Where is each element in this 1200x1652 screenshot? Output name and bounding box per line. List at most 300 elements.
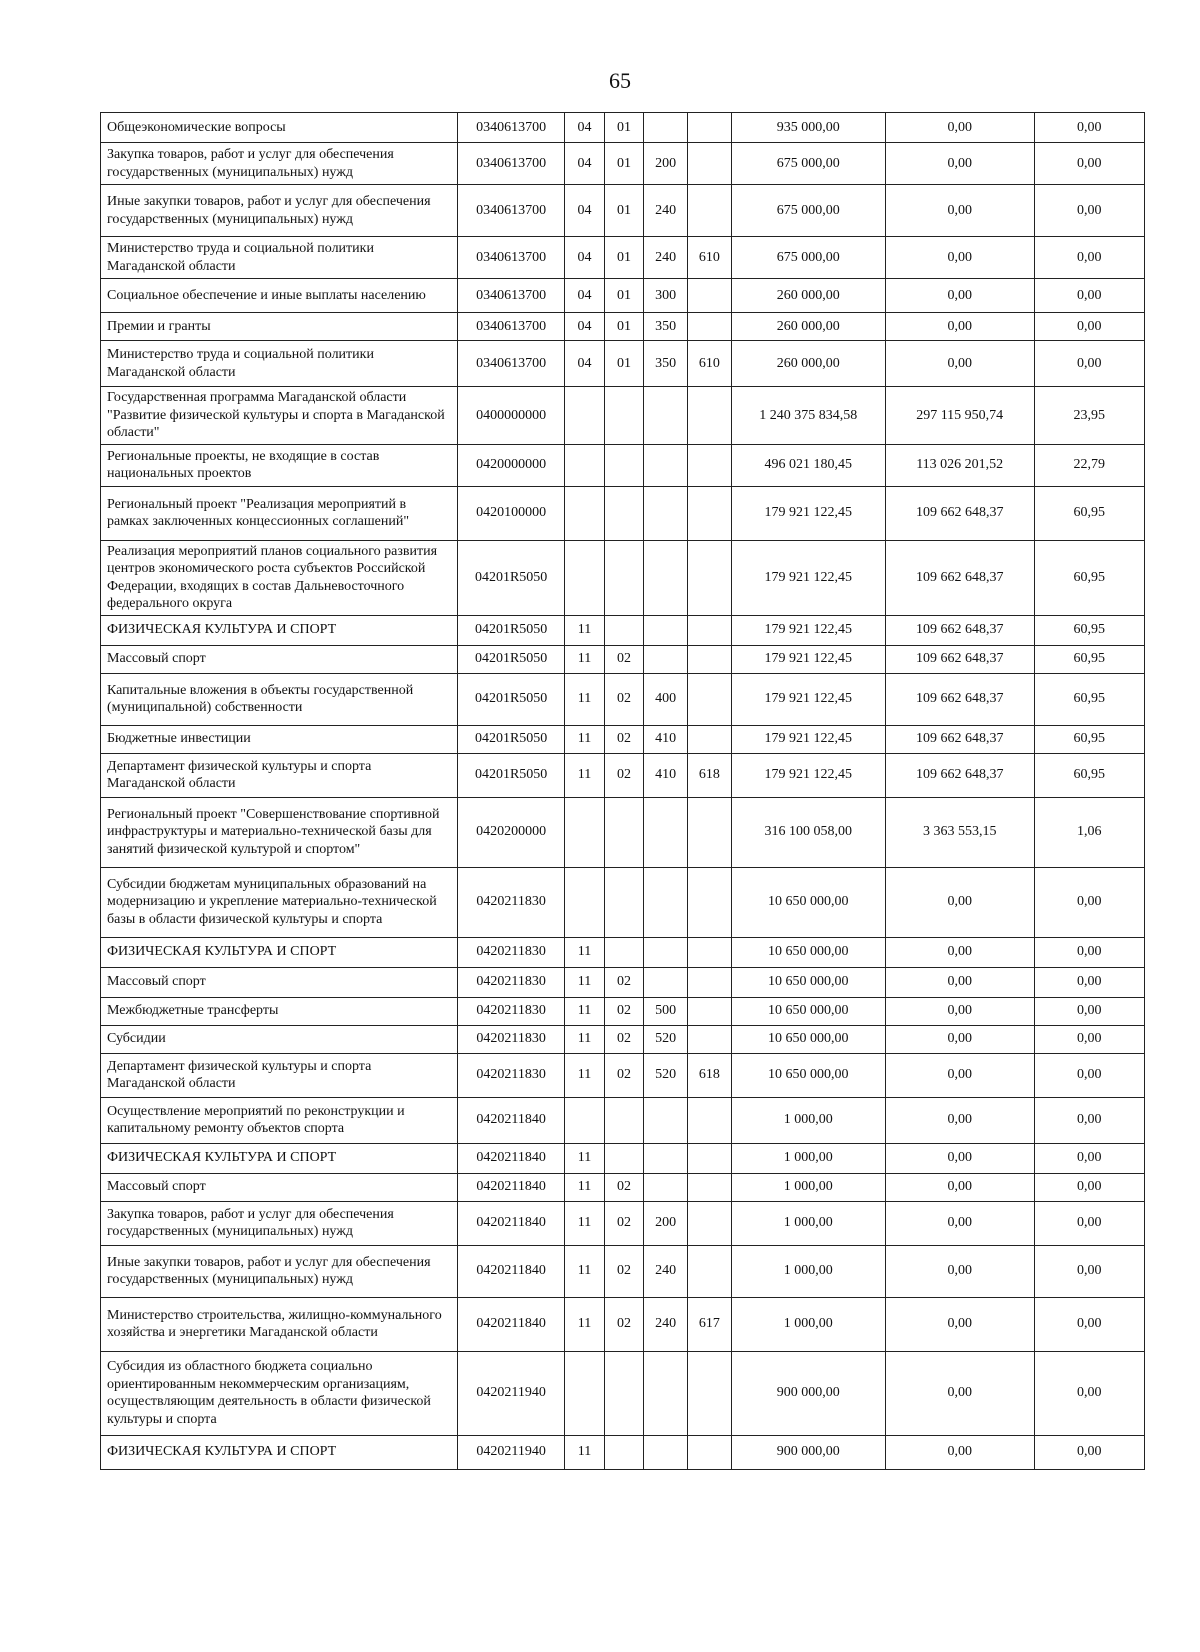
cell-subsection: 02: [604, 1025, 644, 1053]
table-row: [101, 341, 1145, 387]
cell-subsection: [604, 1097, 644, 1143]
cell-name: ФИЗИЧЕСКАЯ КУЛЬТУРА И СПОРТ: [101, 1435, 458, 1469]
cell-subsection: 02: [604, 1053, 644, 1097]
table-row: [101, 997, 1145, 1025]
cell-section: [565, 387, 605, 445]
cell-planned: 260 000,00: [731, 279, 885, 313]
cell-section: 11: [565, 673, 605, 725]
table-row: [101, 1025, 1145, 1053]
cell-administrator: 618: [688, 1053, 732, 1097]
cell-target-article: 0420200000: [458, 797, 565, 867]
cell-administrator: 610: [688, 341, 732, 387]
cell-name: Массовый спорт: [101, 967, 458, 997]
cell-planned: 10 650 000,00: [731, 867, 885, 937]
cell-administrator: 618: [688, 753, 732, 797]
cell-name: Общеэкономические вопросы: [101, 113, 458, 143]
cell-executed: 0,00: [885, 113, 1034, 143]
cell-percent: 0,00: [1034, 1143, 1144, 1173]
cell-expense-type: 200: [644, 1201, 688, 1245]
cell-target-article: 0340613700: [458, 313, 565, 341]
table-row: [101, 1297, 1145, 1351]
cell-expense-type: [644, 387, 688, 445]
cell-expense-type: 300: [644, 279, 688, 313]
cell-percent: 0,00: [1034, 185, 1144, 237]
cell-section: 04: [565, 143, 605, 185]
cell-executed: 3 363 553,15: [885, 797, 1034, 867]
cell-target-article: 0420211830: [458, 997, 565, 1025]
cell-executed: 0,00: [885, 1053, 1034, 1097]
cell-name: Иные закупки товаров, работ и услуг для обеспечения государственных (муниципальных) нужд: [101, 185, 458, 237]
cell-executed: 0,00: [885, 313, 1034, 341]
cell-administrator: [688, 185, 732, 237]
cell-executed: 0,00: [885, 1435, 1034, 1469]
cell-subsection: 02: [604, 1297, 644, 1351]
cell-administrator: [688, 867, 732, 937]
cell-subsection: [604, 867, 644, 937]
cell-subsection: 01: [604, 279, 644, 313]
cell-name: Министерство труда и социальной политики Магаданской области: [101, 341, 458, 387]
cell-percent: 0,00: [1034, 237, 1144, 279]
cell-target-article: 04201R5050: [458, 673, 565, 725]
cell-expense-type: 240: [644, 185, 688, 237]
cell-percent: 0,00: [1034, 279, 1144, 313]
cell-planned: 900 000,00: [731, 1351, 885, 1435]
cell-expense-type: [644, 867, 688, 937]
cell-percent: 0,00: [1034, 1173, 1144, 1201]
cell-section: [565, 444, 605, 486]
table-row: [101, 1143, 1145, 1173]
cell-planned: 260 000,00: [731, 341, 885, 387]
cell-percent: 0,00: [1034, 1097, 1144, 1143]
cell-planned: 179 921 122,45: [731, 725, 885, 753]
cell-administrator: [688, 1351, 732, 1435]
cell-administrator: [688, 313, 732, 341]
cell-executed: 0,00: [885, 1143, 1034, 1173]
cell-section: [565, 1097, 605, 1143]
cell-subsection: 01: [604, 341, 644, 387]
cell-administrator: [688, 645, 732, 673]
cell-section: 11: [565, 1297, 605, 1351]
cell-administrator: [688, 937, 732, 967]
cell-name: Бюджетные инвестиции: [101, 725, 458, 753]
cell-planned: 1 240 375 834,58: [731, 387, 885, 445]
cell-percent: 22,79: [1034, 444, 1144, 486]
cell-name: Министерство строительства, жилищно-коммунального хозяйства и энергетики Магаданской области: [101, 1297, 458, 1351]
cell-expense-type: [644, 797, 688, 867]
cell-target-article: 0420211840: [458, 1097, 565, 1143]
cell-name: Реализация мероприятий планов социального развития центров экономического роста субъектов Российской Федерации, входящих в состав Дальневосточного федерального округа: [101, 540, 458, 615]
cell-section: 11: [565, 937, 605, 967]
cell-section: 11: [565, 1435, 605, 1469]
cell-name: Субсидии: [101, 1025, 458, 1053]
cell-administrator: [688, 279, 732, 313]
cell-administrator: [688, 1025, 732, 1053]
table-row: [101, 279, 1145, 313]
cell-executed: 113 026 201,52: [885, 444, 1034, 486]
cell-percent: 0,00: [1034, 313, 1144, 341]
cell-name: Осуществление мероприятий по реконструкции и капитальному ремонту объектов спорта: [101, 1097, 458, 1143]
cell-name: Субсидии бюджетам муниципальных образований на модернизацию и укрепление материально-технической базы в области физической культуры и спорта: [101, 867, 458, 937]
cell-subsection: 02: [604, 645, 644, 673]
table-row: [101, 113, 1145, 143]
cell-expense-type: [644, 615, 688, 645]
cell-section: 11: [565, 1245, 605, 1297]
cell-target-article: 0420211830: [458, 867, 565, 937]
cell-target-article: 0340613700: [458, 279, 565, 313]
cell-target-article: 0340613700: [458, 185, 565, 237]
cell-percent: 0,00: [1034, 1245, 1144, 1297]
cell-administrator: [688, 113, 732, 143]
cell-target-article: 0420211830: [458, 1025, 565, 1053]
cell-expense-type: [644, 444, 688, 486]
cell-section: [565, 486, 605, 540]
budget-table-body: [101, 113, 1145, 1470]
table-row: [101, 673, 1145, 725]
cell-target-article: 0420100000: [458, 486, 565, 540]
cell-planned: 316 100 058,00: [731, 797, 885, 867]
cell-planned: 179 921 122,45: [731, 540, 885, 615]
cell-planned: 1 000,00: [731, 1245, 885, 1297]
cell-section: [565, 1351, 605, 1435]
cell-percent: 0,00: [1034, 1025, 1144, 1053]
cell-subsection: 01: [604, 185, 644, 237]
cell-percent: 0,00: [1034, 1053, 1144, 1097]
cell-target-article: 0400000000: [458, 387, 565, 445]
table-row: [101, 1173, 1145, 1201]
cell-name: Закупка товаров, работ и услуг для обеспечения государственных (муниципальных) нужд: [101, 1201, 458, 1245]
cell-name: Региональный проект "Совершенствование спортивной инфраструктуры и материально-технической базы для занятий физической культурой и спортом": [101, 797, 458, 867]
cell-section: 11: [565, 1053, 605, 1097]
cell-section: 04: [565, 237, 605, 279]
cell-percent: 60,95: [1034, 615, 1144, 645]
cell-percent: 0,00: [1034, 937, 1144, 967]
cell-section: [565, 797, 605, 867]
cell-planned: 1 000,00: [731, 1143, 885, 1173]
table-row: [101, 486, 1145, 540]
cell-section: 11: [565, 997, 605, 1025]
cell-planned: 496 021 180,45: [731, 444, 885, 486]
cell-planned: 10 650 000,00: [731, 1053, 885, 1097]
cell-subsection: [604, 797, 644, 867]
cell-executed: 109 662 648,37: [885, 753, 1034, 797]
cell-expense-type: [644, 967, 688, 997]
cell-section: 11: [565, 1201, 605, 1245]
cell-target-article: 0340613700: [458, 143, 565, 185]
cell-subsection: 02: [604, 1173, 644, 1201]
cell-name: Социальное обеспечение и иные выплаты населению: [101, 279, 458, 313]
cell-expense-type: 350: [644, 341, 688, 387]
table-row: [101, 937, 1145, 967]
cell-subsection: [604, 486, 644, 540]
cell-administrator: [688, 486, 732, 540]
cell-percent: 60,95: [1034, 645, 1144, 673]
cell-expense-type: [644, 1143, 688, 1173]
cell-subsection: [604, 937, 644, 967]
table-row: [101, 725, 1145, 753]
cell-expense-type: [644, 486, 688, 540]
cell-executed: 0,00: [885, 1297, 1034, 1351]
cell-name: Иные закупки товаров, работ и услуг для обеспечения государственных (муниципальных) нужд: [101, 1245, 458, 1297]
cell-subsection: 02: [604, 673, 644, 725]
cell-administrator: [688, 143, 732, 185]
cell-planned: 935 000,00: [731, 113, 885, 143]
table-row: [101, 185, 1145, 237]
cell-section: 04: [565, 113, 605, 143]
cell-administrator: [688, 1143, 732, 1173]
cell-expense-type: [644, 540, 688, 615]
cell-percent: 60,95: [1034, 486, 1144, 540]
cell-executed: 0,00: [885, 185, 1034, 237]
cell-executed: 0,00: [885, 1351, 1034, 1435]
budget-table: [100, 112, 1145, 1470]
cell-section: [565, 867, 605, 937]
cell-administrator: [688, 1245, 732, 1297]
cell-executed: 109 662 648,37: [885, 725, 1034, 753]
cell-executed: 109 662 648,37: [885, 645, 1034, 673]
cell-target-article: 0340613700: [458, 113, 565, 143]
cell-percent: 1,06: [1034, 797, 1144, 867]
cell-planned: 179 921 122,45: [731, 486, 885, 540]
cell-percent: 60,95: [1034, 540, 1144, 615]
cell-percent: 0,00: [1034, 113, 1144, 143]
cell-name: Закупка товаров, работ и услуг для обеспечения государственных (муниципальных) нужд: [101, 143, 458, 185]
cell-section: 11: [565, 1025, 605, 1053]
cell-target-article: 0340613700: [458, 237, 565, 279]
cell-percent: 0,00: [1034, 997, 1144, 1025]
cell-administrator: 617: [688, 1297, 732, 1351]
cell-executed: 0,00: [885, 237, 1034, 279]
cell-expense-type: 240: [644, 1245, 688, 1297]
cell-section: 04: [565, 279, 605, 313]
cell-subsection: [604, 540, 644, 615]
cell-administrator: [688, 997, 732, 1025]
cell-administrator: [688, 1173, 732, 1201]
cell-executed: 109 662 648,37: [885, 615, 1034, 645]
cell-name: Департамент физической культуры и спорта Магаданской области: [101, 1053, 458, 1097]
table-row: [101, 540, 1145, 615]
cell-name: Массовый спорт: [101, 1173, 458, 1201]
cell-name: ФИЗИЧЕСКАЯ КУЛЬТУРА И СПОРТ: [101, 615, 458, 645]
cell-expense-type: [644, 1435, 688, 1469]
cell-administrator: [688, 1201, 732, 1245]
cell-target-article: 04201R5050: [458, 645, 565, 673]
cell-name: Министерство труда и социальной политики Магаданской области: [101, 237, 458, 279]
cell-executed: 109 662 648,37: [885, 486, 1034, 540]
cell-expense-type: 500: [644, 997, 688, 1025]
cell-subsection: [604, 1143, 644, 1173]
cell-target-article: 0420211830: [458, 937, 565, 967]
cell-expense-type: [644, 113, 688, 143]
table-row: [101, 1053, 1145, 1097]
page-number: 65: [609, 68, 631, 93]
cell-planned: 675 000,00: [731, 237, 885, 279]
cell-subsection: [604, 387, 644, 445]
cell-target-article: 0420211830: [458, 1053, 565, 1097]
cell-section: 04: [565, 341, 605, 387]
cell-planned: 10 650 000,00: [731, 937, 885, 967]
cell-subsection: [604, 1351, 644, 1435]
cell-expense-type: 240: [644, 1297, 688, 1351]
cell-section: 11: [565, 967, 605, 997]
cell-planned: 675 000,00: [731, 143, 885, 185]
cell-expense-type: 520: [644, 1053, 688, 1097]
cell-executed: 0,00: [885, 997, 1034, 1025]
cell-percent: 0,00: [1034, 1435, 1144, 1469]
cell-target-article: 0420211940: [458, 1351, 565, 1435]
cell-planned: 10 650 000,00: [731, 1025, 885, 1053]
cell-expense-type: [644, 937, 688, 967]
cell-percent: 23,95: [1034, 387, 1144, 445]
table-row: [101, 444, 1145, 486]
cell-name: Региональные проекты, не входящие в состав национальных проектов: [101, 444, 458, 486]
cell-name: ФИЗИЧЕСКАЯ КУЛЬТУРА И СПОРТ: [101, 937, 458, 967]
cell-administrator: [688, 967, 732, 997]
cell-section: 11: [565, 615, 605, 645]
cell-percent: 60,95: [1034, 673, 1144, 725]
cell-target-article: 0420211840: [458, 1201, 565, 1245]
cell-subsection: [604, 615, 644, 645]
cell-percent: 0,00: [1034, 143, 1144, 185]
cell-expense-type: 410: [644, 725, 688, 753]
cell-percent: 60,95: [1034, 725, 1144, 753]
cell-target-article: 0420211840: [458, 1143, 565, 1173]
cell-target-article: 0420211840: [458, 1297, 565, 1351]
cell-percent: 0,00: [1034, 867, 1144, 937]
cell-planned: 10 650 000,00: [731, 967, 885, 997]
table-row: [101, 237, 1145, 279]
table-row: [101, 1201, 1145, 1245]
cell-target-article: 04201R5050: [458, 725, 565, 753]
cell-executed: 0,00: [885, 1025, 1034, 1053]
cell-expense-type: [644, 1173, 688, 1201]
cell-administrator: [688, 673, 732, 725]
cell-percent: 0,00: [1034, 1201, 1144, 1245]
cell-administrator: 610: [688, 237, 732, 279]
cell-name: Массовый спорт: [101, 645, 458, 673]
table-row: [101, 387, 1145, 445]
cell-name: Межбюджетные трансферты: [101, 997, 458, 1025]
cell-target-article: 04201R5050: [458, 615, 565, 645]
cell-planned: 1 000,00: [731, 1097, 885, 1143]
cell-administrator: [688, 725, 732, 753]
cell-executed: 0,00: [885, 1097, 1034, 1143]
cell-executed: 0,00: [885, 967, 1034, 997]
cell-expense-type: 350: [644, 313, 688, 341]
cell-target-article: 0420211840: [458, 1245, 565, 1297]
cell-administrator: [688, 540, 732, 615]
cell-executed: 0,00: [885, 143, 1034, 185]
cell-executed: 109 662 648,37: [885, 673, 1034, 725]
cell-target-article: 0420211830: [458, 967, 565, 997]
cell-name: Субсидия из областного бюджета социально ориентированным некоммерческим организациям, осуществляющим деятельность в области физической культуры и спорта: [101, 1351, 458, 1435]
cell-subsection: [604, 1435, 644, 1469]
table-row: [101, 615, 1145, 645]
cell-subsection: 02: [604, 1245, 644, 1297]
cell-name: Государственная программа Магаданской области "Развитие физической культуры и спорта в Магаданской области": [101, 387, 458, 445]
cell-planned: 900 000,00: [731, 1435, 885, 1469]
cell-subsection: 01: [604, 313, 644, 341]
cell-expense-type: 410: [644, 753, 688, 797]
cell-executed: 0,00: [885, 937, 1034, 967]
cell-planned: 260 000,00: [731, 313, 885, 341]
cell-expense-type: [644, 1097, 688, 1143]
cell-planned: 1 000,00: [731, 1297, 885, 1351]
cell-subsection: 02: [604, 753, 644, 797]
cell-planned: 179 921 122,45: [731, 645, 885, 673]
cell-administrator: [688, 444, 732, 486]
cell-subsection: 02: [604, 1201, 644, 1245]
cell-administrator: [688, 1097, 732, 1143]
cell-target-article: 04201R5050: [458, 753, 565, 797]
cell-subsection: [604, 444, 644, 486]
table-row: [101, 1435, 1145, 1469]
cell-target-article: 0420211840: [458, 1173, 565, 1201]
table-row: [101, 1351, 1145, 1435]
cell-subsection: 02: [604, 725, 644, 753]
table-row: [101, 797, 1145, 867]
cell-percent: 0,00: [1034, 1297, 1144, 1351]
cell-expense-type: 240: [644, 237, 688, 279]
cell-planned: 1 000,00: [731, 1173, 885, 1201]
table-row: [101, 313, 1145, 341]
cell-administrator: [688, 387, 732, 445]
cell-name: Премии и гранты: [101, 313, 458, 341]
cell-expense-type: [644, 645, 688, 673]
table-row: [101, 143, 1145, 185]
cell-executed: 0,00: [885, 1201, 1034, 1245]
cell-name: Капитальные вложения в объекты государственной (муниципальной) собственности: [101, 673, 458, 725]
cell-executed: 0,00: [885, 1245, 1034, 1297]
cell-planned: 675 000,00: [731, 185, 885, 237]
cell-section: 04: [565, 313, 605, 341]
cell-target-article: 04201R5050: [458, 540, 565, 615]
cell-subsection: 02: [604, 997, 644, 1025]
cell-expense-type: 520: [644, 1025, 688, 1053]
cell-planned: 179 921 122,45: [731, 753, 885, 797]
cell-name: Региональный проект "Реализация мероприятий в рамках заключенных концессионных соглашений": [101, 486, 458, 540]
cell-administrator: [688, 797, 732, 867]
table-row: [101, 867, 1145, 937]
cell-percent: 60,95: [1034, 753, 1144, 797]
cell-executed: 0,00: [885, 279, 1034, 313]
cell-subsection: 01: [604, 237, 644, 279]
cell-executed: 297 115 950,74: [885, 387, 1034, 445]
cell-section: 04: [565, 185, 605, 237]
cell-expense-type: 200: [644, 143, 688, 185]
table-row: [101, 967, 1145, 997]
cell-target-article: 0420211940: [458, 1435, 565, 1469]
table-row: [101, 645, 1145, 673]
table-row: [101, 753, 1145, 797]
cell-subsection: 02: [604, 967, 644, 997]
cell-section: 11: [565, 753, 605, 797]
cell-planned: 179 921 122,45: [731, 615, 885, 645]
cell-percent: 0,00: [1034, 967, 1144, 997]
cell-section: 11: [565, 1143, 605, 1173]
cell-executed: 109 662 648,37: [885, 540, 1034, 615]
cell-expense-type: [644, 1351, 688, 1435]
cell-administrator: [688, 1435, 732, 1469]
cell-section: 11: [565, 725, 605, 753]
cell-percent: 0,00: [1034, 341, 1144, 387]
cell-section: [565, 540, 605, 615]
cell-planned: 179 921 122,45: [731, 673, 885, 725]
cell-target-article: 0340613700: [458, 341, 565, 387]
table-row: [101, 1245, 1145, 1297]
cell-executed: 0,00: [885, 341, 1034, 387]
cell-section: 11: [565, 1173, 605, 1201]
cell-planned: 10 650 000,00: [731, 997, 885, 1025]
